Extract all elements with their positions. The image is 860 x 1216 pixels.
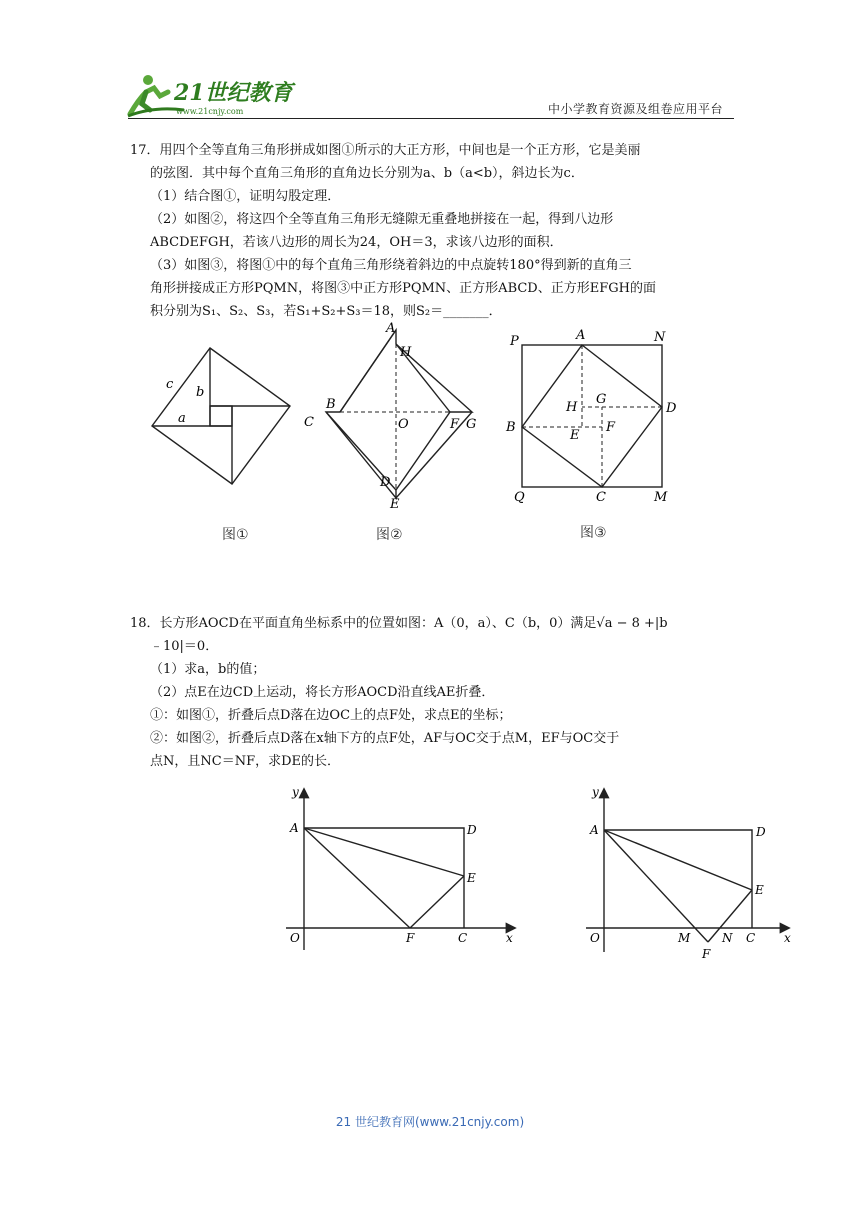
q17-line6: （3）如图③，将图①中的每个直角三角形绕着斜边的中点旋转180°得到新的直角三 [150, 258, 632, 273]
label-A: A [386, 321, 396, 336]
label-O: O [398, 417, 409, 432]
octagon-outline [326, 330, 472, 498]
square-ABCD [522, 345, 662, 487]
rectangle-AOCD [604, 830, 752, 928]
logo-text: 21世纪教育 [174, 80, 293, 106]
line-AF [304, 828, 410, 928]
label-c: c [166, 377, 174, 392]
label-A: A [290, 821, 299, 835]
label-O: O [290, 931, 300, 945]
label-F: F [450, 417, 460, 432]
label-x: x [784, 931, 791, 945]
label-A: A [590, 823, 599, 837]
q18-line6: ②：如图②，折叠后点D落在x轴下方的点F处，AF与OC交于点M，EF与OC交于 [150, 731, 620, 746]
label-O: O [590, 931, 600, 945]
label-D: D [756, 825, 766, 839]
q17-line2: 的弦图．其中每个直角三角形的直角边长分别为a、b（a<b），斜边长为c． [150, 166, 584, 181]
label-A: A [576, 328, 586, 343]
label-M: M [654, 490, 668, 505]
q17-line7: 角形拼接成正方形PQMN，将图③中正方形PQMN、正方形ABCD、正方形EFGH的面 [150, 281, 656, 296]
logo-url: www.21cnjy.com [176, 107, 244, 116]
q18-line7: 点N，且NC＝NF，求DE的长． [150, 754, 341, 769]
label-a: a [178, 411, 186, 426]
label-G: G [596, 392, 607, 407]
label-H: H [566, 400, 578, 415]
site-logo [124, 70, 304, 120]
label-C: C [458, 931, 468, 945]
page-footer[interactable]: 21 世纪教育网(www.21cnjy.com) [335, 1115, 525, 1129]
graph-2-fold [580, 780, 800, 965]
rectangle-AOCD [304, 828, 464, 928]
label-C: C [746, 931, 756, 945]
label-C: C [596, 490, 606, 505]
label-Q: Q [514, 490, 525, 505]
label-D: D [666, 401, 677, 416]
q18-line2: ﹣10|＝0． [150, 639, 219, 654]
line-AE [604, 830, 752, 890]
figure-2-octagon [300, 320, 490, 515]
q17-line8: 积分别为S₁、S₂、S₃，若S₁+S₂+S₃＝18，则S₂＝_______． [150, 304, 502, 319]
label-E: E [570, 428, 580, 443]
label-B: B [326, 397, 336, 412]
label-y: y [292, 785, 299, 799]
outer-square [152, 348, 290, 484]
line-AE [304, 828, 464, 876]
graph-1-fold [278, 780, 528, 960]
label-C: C [304, 415, 314, 430]
label-D: D [467, 823, 477, 837]
label-E: E [390, 497, 400, 512]
label-N: N [722, 931, 733, 945]
q17-line1: 17．用四个全等直角三角形拼成如图①所示的大正方形，中间也是一个正方形，它是美丽 [130, 143, 641, 158]
q18-line4: （2）点E在边CD上运动，将长方形AOCD沿直线AE折叠． [150, 685, 495, 700]
label-M: M [678, 931, 691, 945]
line-AF [604, 830, 708, 942]
label-y: y [592, 785, 599, 799]
square-PQMN [522, 345, 662, 487]
label-b: b [196, 385, 205, 400]
figure-3-squares [500, 325, 690, 515]
header-divider [128, 118, 734, 119]
label-N: N [654, 330, 666, 345]
label-F: F [406, 931, 415, 945]
q18-line3: （1）求a，b的值； [150, 662, 266, 677]
figure-3-caption: 图③ [580, 525, 607, 541]
label-D: D [380, 475, 391, 490]
label-H: H [400, 345, 412, 360]
label-F: F [606, 420, 616, 435]
q17-line3: （1）结合图①，证明勾股定理． [150, 189, 341, 204]
line-EF [410, 876, 464, 928]
inner-square [210, 406, 232, 426]
q18-line5: ①：如图①，折叠后点D落在边OC上的点F处，求点E的坐标； [150, 708, 512, 723]
q17-line5: ABCDEFGH，若该八边形的周长为24，OH＝3，求该八边形的面积． [150, 235, 563, 250]
label-x: x [506, 931, 513, 945]
q18-line1: 18．长方形AOCD在平面直角坐标系中的位置如图：A（0，a）、C（b，0）满足√a − 8 +|b [130, 616, 668, 631]
figure-2-caption: 图② [376, 527, 403, 543]
figure-1-pythagoras [140, 340, 300, 490]
label-E: E [467, 871, 476, 885]
header-tagline: 中小学教育资源及组卷应用平台 [548, 102, 724, 116]
label-G: G [466, 417, 477, 432]
label-P: P [510, 334, 519, 349]
q17-line4: （2）如图②，将这四个全等直角三角形无缝隙无重叠地拼接在一起，得到八边形 [150, 212, 614, 227]
octagon-edge [340, 330, 396, 412]
label-E: E [755, 883, 764, 897]
figure-1-caption: 图① [222, 527, 249, 543]
label-B: B [506, 420, 516, 435]
label-F: F [702, 947, 711, 961]
